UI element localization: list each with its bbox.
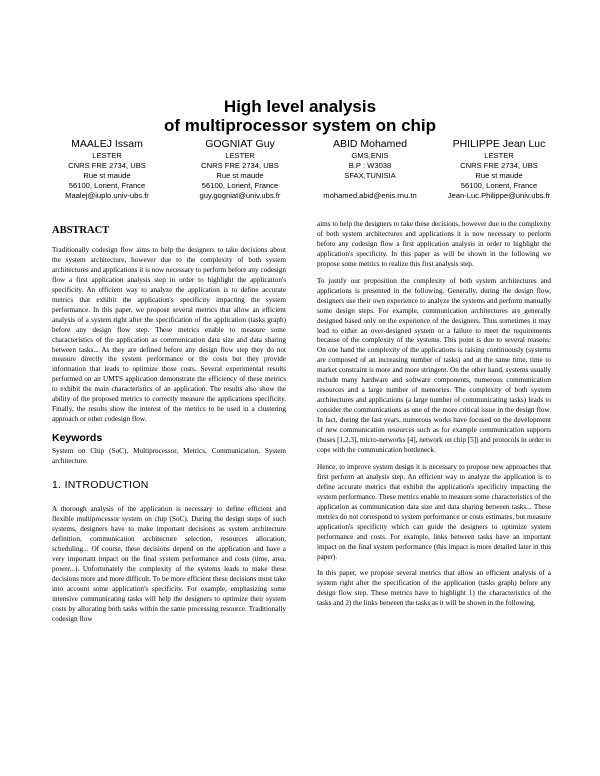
title-line-1: High level analysis [223, 97, 377, 116]
author-spacer [305, 181, 435, 191]
abstract-heading: ABSTRACT [52, 225, 110, 236]
keywords-text: System on Chip (SoC), Multiprocessor, Metrics, Communication, System architecture. [52, 447, 286, 466]
author-address: SFAX,TUNISIA [344, 170, 396, 180]
author-name: MAALEJ Issam [71, 138, 143, 150]
author-email: Jean-Luc.Philippe@univ.ubs.fr [447, 190, 551, 200]
right-paragraph-4: In this paper, we propose several metrics that allow an efficient analysis of a system right after the specification of the application (tasks graph) before any design flow step. These metrics have to highlight 1) the characteristics of the tasks and 2) the links between the tasks as it will be shown in the following. [317, 569, 551, 608]
author-address: 56100, Lorient, France [460, 180, 538, 190]
author-affiliation: LESTER [484, 151, 514, 160]
author-affiliation: CNRS FRE 2734, UBS [68, 160, 146, 170]
introduction-paragraph-1: A thorough analysis of the application is necessary to define efficient and flexible multiprocessor system on chip (SoC). During the design steps of such systems, designers have to make important decisions as system architecture definition, communication architecture selection, resources allocation, scheduling... Of course, these decisions depend on the application and have a very important impact on the final system performance and costs (time, area, power...). Unfortunately the complexity of the systems leads to make these decisions more and more difficult. To be more efficient these decisions must take into account some application's specificity. For example, emphasizing some intensive communicating tasks will help the designers to optimize their system costs by allocating both tasks within the same processing resource. Traditionally codesign flow [52, 505, 286, 623]
author-address: 56100, Lorient, France [201, 180, 279, 190]
keywords-heading: Keywords [52, 432, 103, 445]
author-affiliation: CNRS FRE 2734, UBS [460, 160, 538, 170]
author-block-2 [175, 138, 305, 201]
author-email: guy.gogniat@univ.ubs.fr [199, 190, 281, 200]
right-paragraph-3: Hence, to improve system design it is necessary to propose new approaches that first perform an analysis step. An efficient way to analyze the application is to define accurate metrics that exhibit the application's specificity impacting the system performance. These metrics enable to measure some characteristics of the application as communication data size and data sharing between tasks... These metrics do not correspond to system performance or costs estimates, but measure application's specificity which can guide the designers to optimize system performance and costs. For example, links between tasks have an important impact on the final system performance (this impact is more detailed later in this paper). [317, 462, 551, 561]
right-paragraph-1: aims to help the designers to take these decisions, however due to the complexity of both system architectures and applications it is now necessary to perform before any codesign flow a first application analysis in order to highlight the application's specificity. In this paper as will be shown in the following we propose some metrics to realize this first analysis step. [317, 220, 551, 268]
author-address: Rue st maude [83, 170, 131, 180]
author-name: GOGNIAT Guy [205, 138, 275, 150]
author-name: ABID Mohamed [332, 138, 408, 150]
author-affiliation: CNRS FRE 2734, UBS [201, 160, 279, 170]
author-email: mohamed.abid@enis.rnu.tn [323, 190, 417, 200]
author-block-3 [305, 138, 435, 201]
right-paragraph-2: To justify our proposition the complexity of both system architectures and applications is presented in the following. Generally, during the design flow, designers use their own experience to analyze the systems and perform manually some design steps. For example, communication architectures are generally designed based only on the experience of the designers. Thus sometimes it may lead to either an over-designed system or a failure to meet the requirements because of the complexity of the systems. This point is due to several reasons: On one hand the complexity of the applications is raising continuously (systems are composed of an increasing number of tasks) and at the same time, time to market constraint is more and more stringent. On the other hand, systems usually include many hardware and software components, numerous communication resources and a large number of memories. The complexity of both system architectures and applications (a large number of communicating tasks) leads to consider the communications as one of the more critical issue in the design flow. In fact, during the last years, numerous works have focused on the development of new communication resources such as for example communication supports (buses [1,2,3], micro-networks [4], network on chip [5]) and protocols in order to cope with the communication bottleneck. [317, 276, 551, 454]
author-name: PHILIPPE Jean Luc [452, 138, 546, 150]
abstract-text: Traditionally codesign flow aims to help the designers to take decisions about the system architecture, however due to the complexity of both system architectures and applications it is now necessary to perform before any codesign flow a first application analysis step in order to highlight the application's specificity. An efficient way to analyze the application is to define accurate metrics that exhibit the application's specificity impacting the system performance. In this paper, we propose several metrics that allow an efficient analysis of a system right after the specification of the application (tasks graph) before any design flow step. These metrics enable to measure some characteristics of the application as communication data size and data sharing between tasks... As they are defined before any design flow step they do not measure directly the system performance or the costs but they provide information that leads to optimize those costs. Several experimental results performed on an UMTS application demonstrate the efficiency of these metrics to exhibit the main characteristics of an application. The results also show the ability of the proposed metrics to correctly measure the applications specificity. Finally, the results show the interest of the metrics to be used in a clustering approach or other codesign flow. [52, 246, 286, 424]
author-block-1 [42, 138, 172, 201]
title-line-2: of multiprocessor system on chip [163, 116, 437, 135]
left-column [52, 225, 286, 632]
author-address: Rue st maude [475, 170, 523, 180]
author-affiliation: LESTER [92, 151, 122, 160]
right-column [317, 220, 551, 616]
author-address: 56100, Lorient, France [68, 180, 146, 190]
author-address: B.P : W3038 [348, 160, 392, 170]
author-address: Rue st maude [216, 170, 264, 180]
author-affiliation: LESTER [225, 151, 255, 160]
author-block-4 [434, 138, 564, 201]
introduction-heading: 1. INTRODUCTION [52, 479, 149, 492]
author-email: Maalej@iuplo.univ-ubs.fr [65, 190, 149, 200]
author-affiliation: GMS,ENIS [351, 151, 389, 160]
